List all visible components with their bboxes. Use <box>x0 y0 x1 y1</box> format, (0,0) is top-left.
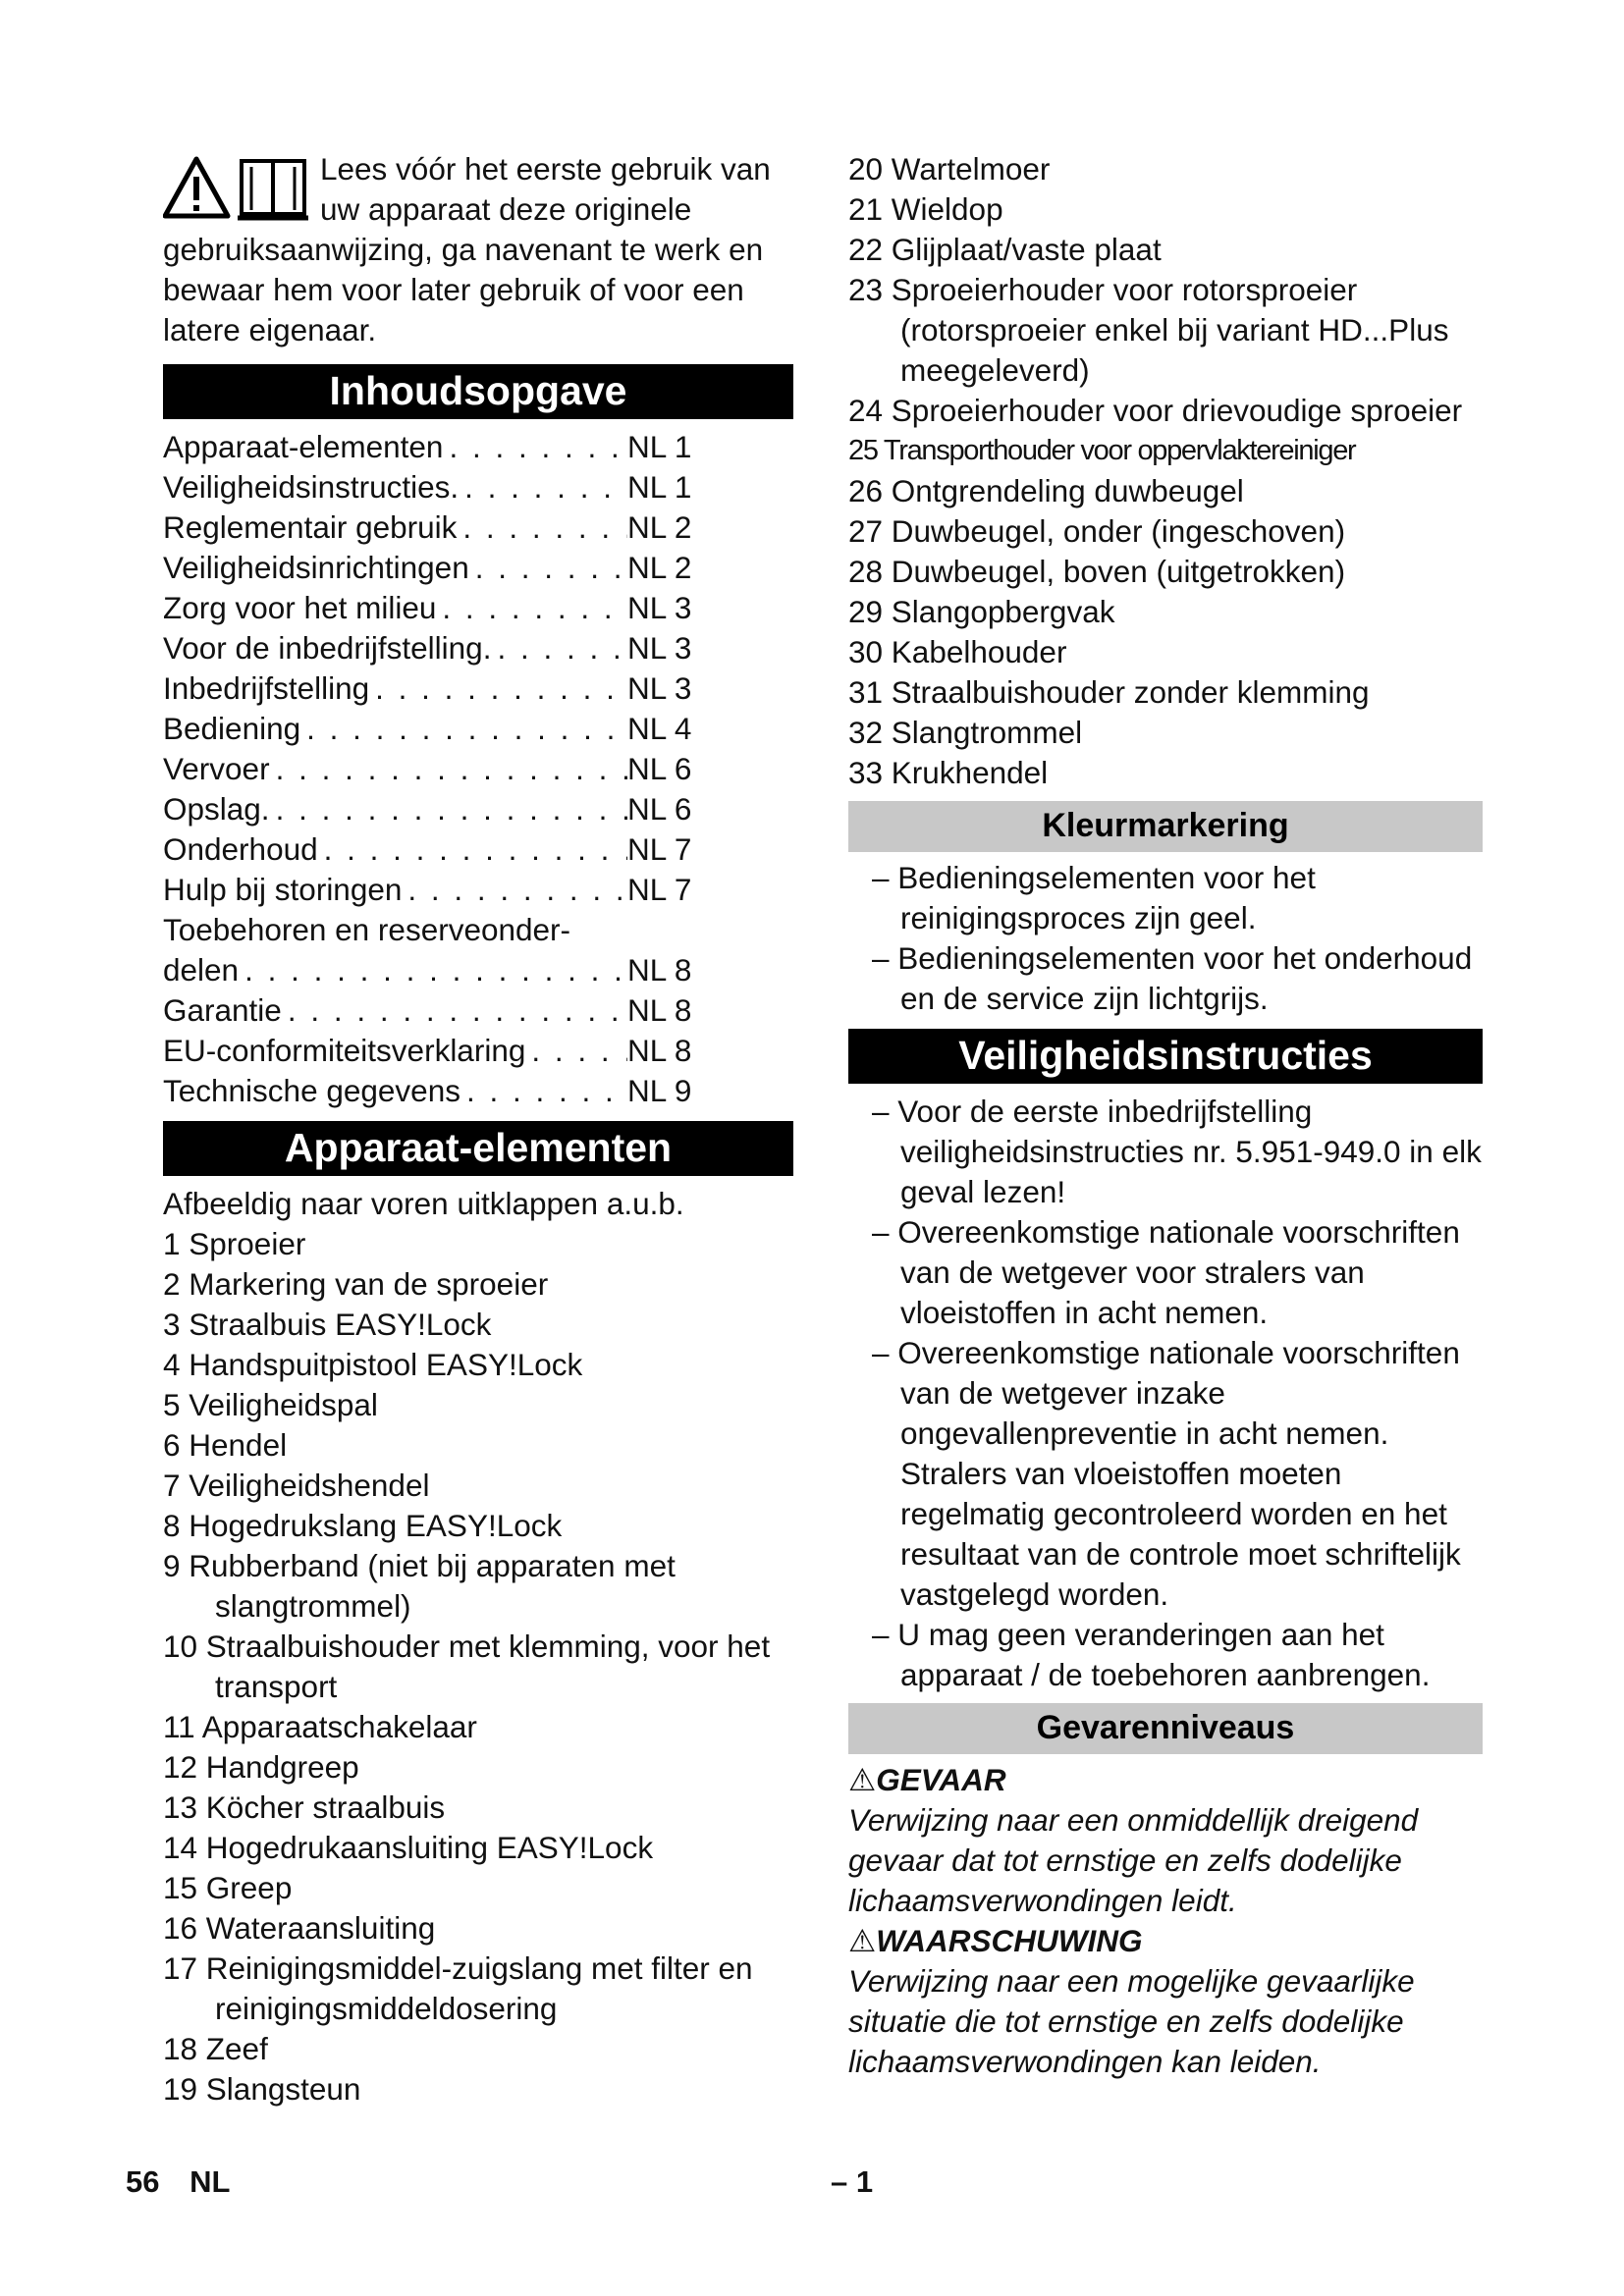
color-marking-list <box>848 858 1483 1019</box>
list-item: – U mag geen veranderingen aan het apparaat / de toebehoren aanbrengen. <box>872 1617 1431 1692</box>
list-item: 31 Straalbuishouder zonder klemming <box>848 674 1370 710</box>
hazard-text-danger: Verwijzing naar een onmiddellijk dreigend gevaar dat tot ernstige en zelfs dodelijke lichaamsverwondingen leidt. <box>848 1802 1419 1918</box>
toc-heading: Inhoudsopgave <box>163 364 793 419</box>
list-item: 17 Reinigingsmiddel-zuigslang met filter en reinigingsmiddeldosering <box>163 1950 753 2026</box>
list-item: 28 Duwbeugel, boven (uitgetrokken) <box>848 554 1346 589</box>
list-item: – Overeenkomstige nationale voorschriften van de wetgever inzake ongevallenpreventie in acht nemen. Stralers van vloeistoffen moeten regelmatig gecontroleerd worden en het resultaat van de controle moet schriftelijk vastgelegd worden. <box>872 1335 1461 1612</box>
list-item: – Overeenkomstige nationale voorschriften van de wetgever voor stralers van vloeistoffen in acht nemen. <box>872 1214 1460 1330</box>
list-item: 2 Markering van de sproeier <box>163 1266 549 1302</box>
list-item: 19 Slangsteun <box>163 2071 361 2107</box>
elements-list <box>163 1224 793 2109</box>
right-column <box>848 149 1483 2082</box>
list-item: 33 Krukhendel <box>848 755 1049 790</box>
toc-entry[interactable]: Bediening . . . NL 4 <box>163 709 698 749</box>
toc-entry[interactable]: Garantie . . . NL 8 <box>163 990 698 1031</box>
list-item: 22 Glijplaat/vaste plaat <box>848 232 1162 267</box>
toc-entry[interactable]: Zorg voor het milieu . . . NL 3 <box>163 588 698 628</box>
toc-list <box>163 427 793 1111</box>
list-item: – Bedieningselementen voor het onderhoud en de service zijn lichtgrijs. <box>872 940 1473 1016</box>
elements-intro: Afbeeldig naar voren uitklappen a.u.b. <box>163 1186 684 1221</box>
list-item: 7 Veiligheidshendel <box>163 1468 430 1503</box>
toc-entry[interactable]: Opslag. . . . NL 6 <box>163 789 698 829</box>
list-item: 13 Köcher straalbuis <box>163 1789 446 1825</box>
list-item: 11 Apparaatschakelaar <box>163 1709 477 1744</box>
toc-entry[interactable]: Inbedrijfstelling . . . NL 3 <box>163 668 698 709</box>
color-marking-heading: Kleurmarkering <box>848 801 1483 852</box>
list-item: 32 Slangtrommel <box>848 715 1083 750</box>
list-item: 1 Sproeier <box>163 1226 306 1261</box>
list-item: 25 Transporthouder voor oppervlaktereiniger <box>848 435 1356 466</box>
list-item: 26 Ontgrendeling duwbeugel <box>848 473 1244 508</box>
hazard-text-warning: Verwijzing naar een mogelijke gevaarlijke situatie die tot ernstige en zelfs dodelijke lichaamsverwondingen kan leiden. <box>848 1963 1415 2079</box>
list-item: 30 Kabelhouder <box>848 634 1067 669</box>
list-item: 29 Slangopbergvak <box>848 594 1115 629</box>
toc-entry[interactable]: Voor de inbedrijfstelling. . . . NL 3 <box>163 628 698 668</box>
list-item: 12 Handgreep <box>163 1749 359 1785</box>
footer-page-info <box>126 2164 230 2200</box>
hazard-label-danger: ⚠GEVAAR <box>848 1762 1006 1797</box>
elements-heading: Apparaat-elementen <box>163 1121 793 1176</box>
list-item: 4 Handspuitpistool EASY!Lock <box>163 1347 583 1382</box>
intro-text: Lees vóór het eerste gebruik van uw apparaat deze originele gebruiksaanwijzing, ga navenant te werk en bewaar hem voor later gebruik of voor een latere eigenaar. <box>163 151 771 347</box>
list-item: – Voor de eerste inbedrijfstelling veiligheidsinstructies nr. 5.951-949.0 in elk geval lezen! <box>872 1094 1482 1209</box>
toc-entry-wrapline[interactable]: Toebehoren en reserveonder- <box>163 912 571 947</box>
language-code: NL <box>189 2164 231 2199</box>
list-item: 20 Wartelmoer <box>848 151 1051 187</box>
list-item: 24 Sproeierhouder voor drievoudige sproeier <box>848 393 1463 428</box>
warning-triangle-icon <box>165 159 228 216</box>
elements-list-continued <box>848 149 1483 793</box>
toc-entry[interactable]: Vervoer . . . NL 6 <box>163 749 698 789</box>
list-item: 18 Zeef <box>163 2031 268 2066</box>
warning-triangle-icon: ⚠ <box>848 1923 877 1958</box>
list-item: 14 Hogedrukaansluiting EASY!Lock <box>163 1830 654 1865</box>
list-item: 10 Straalbuishouder met klemming, voor het transport <box>163 1629 771 1704</box>
list-item: 23 Sproeierhouder voor rotorsproeier (rotorsproeier enkel bij variant HD...Plus meegeleverd) <box>848 272 1449 388</box>
open-book-icon <box>238 161 308 218</box>
list-item: 16 Wateraansluiting <box>163 1910 436 1946</box>
hazard-heading: Gevarenniveaus <box>848 1703 1483 1754</box>
toc-entry[interactable]: Apparaat-elementen . . . NL 1 <box>163 427 698 467</box>
safety-heading: Veiligheidsinstructies <box>848 1029 1483 1084</box>
toc-entry[interactable]: Veiligheidsinrichtingen . . . NL 2 <box>163 548 698 588</box>
toc-entry[interactable]: Veiligheidsinstructies. . . . NL 1 <box>163 467 698 507</box>
toc-entry[interactable]: Onderhoud . . . NL 7 <box>163 829 698 870</box>
list-item: 9 Rubberband (niet bij apparaten met slangtrommel) <box>163 1548 676 1624</box>
toc-entry[interactable]: Technische gegevens . . . NL 9 <box>163 1071 698 1111</box>
warning-manual-icons <box>163 153 312 226</box>
list-item: 6 Hendel <box>163 1427 288 1463</box>
toc-entry[interactable]: delen . . . NL 8 <box>163 950 698 990</box>
list-item: 8 Hogedrukslang EASY!Lock <box>163 1508 563 1543</box>
warning-triangle-icon: ⚠ <box>848 1762 877 1797</box>
safety-list <box>848 1092 1483 1695</box>
list-item: 5 Veiligheidspal <box>163 1387 378 1422</box>
list-item: 3 Straalbuis EASY!Lock <box>163 1307 492 1342</box>
toc-entry[interactable]: EU-conformiteitsverklaring . . . NL 8 <box>163 1031 698 1071</box>
section-page: – 1 <box>831 2164 874 2199</box>
list-item: – Bedieningselementen voor het reinigingsproces zijn geel. <box>872 860 1316 935</box>
left-column <box>163 149 793 2109</box>
intro-notice <box>163 149 793 350</box>
list-item: 27 Duwbeugel, onder (ingeschoven) <box>848 513 1346 549</box>
hazard-levels <box>848 1760 1483 2082</box>
list-item: 21 Wieldop <box>848 191 1003 227</box>
toc-entry[interactable]: Hulp bij storingen . . . NL 7 <box>163 870 698 910</box>
toc-entry[interactable]: Reglementair gebruik . . . NL 2 <box>163 507 698 548</box>
page-number: 56 <box>126 2164 160 2199</box>
list-item: 15 Greep <box>163 1870 293 1905</box>
hazard-label-warning: ⚠WAARSCHUWING <box>848 1923 1143 1958</box>
